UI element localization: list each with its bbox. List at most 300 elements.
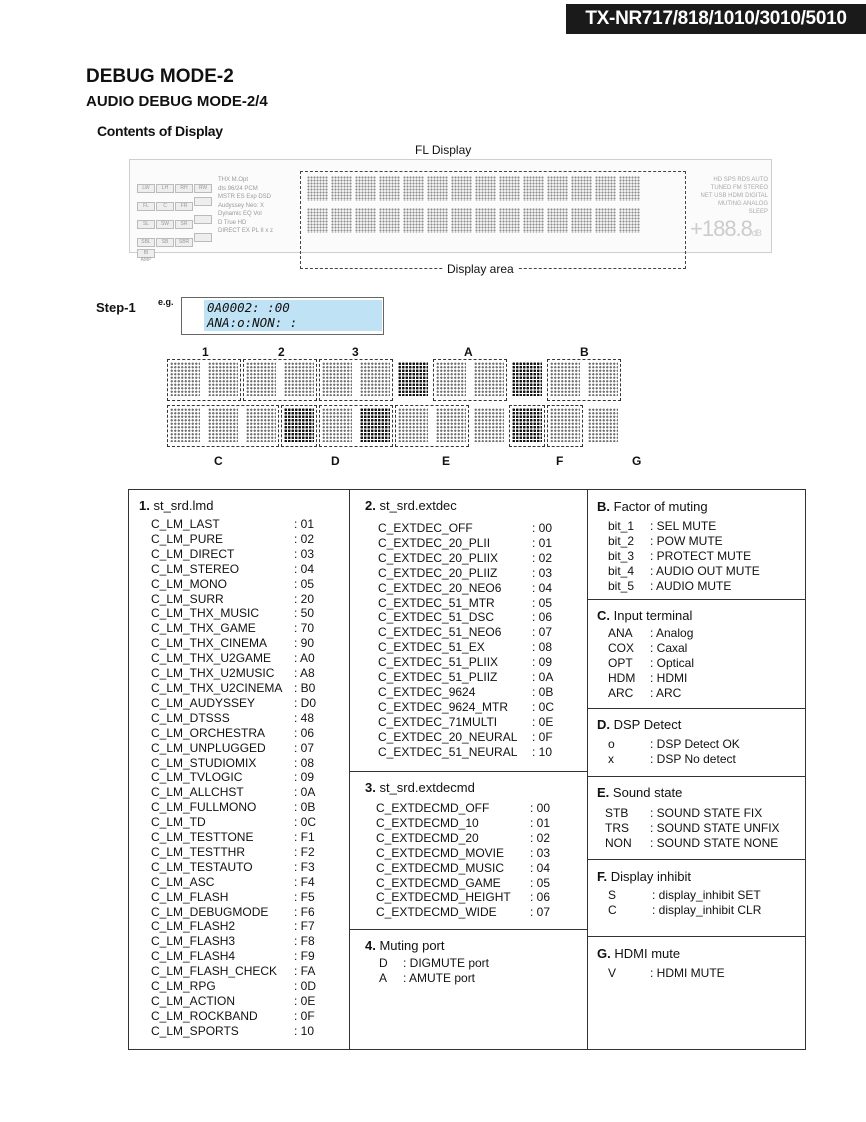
item-value: : 09 [294, 770, 315, 785]
item-code: C_LM_PURE [151, 531, 224, 546]
list-item [608, 888, 761, 903]
list-item [151, 875, 316, 890]
lcd-example [181, 297, 384, 335]
display-cell [619, 176, 640, 201]
fl-indicator [194, 233, 212, 242]
item-code: C_EXTDEC_20_NEO6 [378, 580, 502, 595]
item-value: : SOUND STATE FIX [650, 806, 763, 820]
item-code: C_EXTDECMD_OFF [376, 801, 490, 815]
section-dsp-detect-list [608, 737, 740, 767]
item-value: : 01 [294, 517, 315, 531]
display-area [300, 171, 686, 269]
fl-indicator: C [156, 202, 174, 211]
list-item [151, 830, 316, 845]
item-value: : FA [294, 964, 316, 979]
list-item [376, 890, 550, 905]
list-item [376, 816, 550, 831]
segment-label: G [632, 454, 642, 468]
item-value: : Caxal [650, 640, 688, 655]
item-code: S [608, 888, 617, 902]
list-item [151, 860, 316, 875]
item-code: o [608, 737, 615, 751]
segment-group [547, 405, 583, 447]
item-value: : 01 [530, 815, 551, 830]
page-subtitle: AUDIO DEBUG MODE-2/4 [86, 93, 268, 110]
section-sound-state-title: E. Sound state [597, 785, 683, 800]
item-code: bit_1 [608, 519, 635, 533]
list-item [151, 711, 316, 726]
item-value: : AMUTE port [403, 970, 476, 985]
section-lmd-title: 1. st_srd.lmd [139, 498, 214, 513]
item-code: C [608, 902, 617, 917]
item-code: C_EXTDECMD_MUSIC [376, 860, 505, 875]
list-item [151, 726, 316, 741]
item-value: : F1 [294, 830, 315, 845]
item-code: C_LM_FLASH4 [151, 949, 236, 964]
section-extdecmd-title: 3. st_srd.extdecmd [365, 780, 475, 795]
list-item [151, 666, 316, 681]
fl-indicator: RH [175, 184, 193, 193]
segment-label: 2 [278, 345, 285, 359]
list-item [151, 1024, 316, 1039]
segment-cell [588, 408, 618, 442]
item-value: : HDMI [650, 670, 688, 685]
fl-indicator: SBR [175, 238, 193, 247]
fl-indicator: FL [137, 202, 155, 211]
item-value: : 20 [294, 591, 315, 606]
segment-diagram [168, 345, 658, 468]
segment-group [547, 359, 621, 401]
list-item [379, 956, 489, 971]
display-cell [571, 176, 592, 201]
step-1-label: Step-1 [96, 300, 136, 315]
item-code: C_EXTDEC_51_DSC [378, 610, 495, 625]
item-value: : 03 [530, 845, 551, 860]
list-item [151, 606, 316, 621]
item-value: : 00 [532, 521, 553, 535]
item-value: : 06 [530, 890, 551, 905]
item-value: : display_inhibit SET [652, 888, 761, 902]
segment-group [167, 359, 241, 401]
display-cell [451, 208, 472, 233]
item-value: : 0A [294, 785, 316, 800]
list-item [151, 1009, 316, 1024]
list-item [151, 949, 316, 964]
fl-indicator: SBL [137, 238, 155, 247]
list-item [151, 979, 316, 994]
fl-right-indicators [686, 176, 768, 216]
list-item [608, 752, 740, 767]
display-row [307, 208, 640, 233]
item-code: C_EXTDEC_OFF [378, 521, 473, 535]
list-item [151, 800, 316, 815]
item-value: : 05 [530, 875, 551, 890]
display-cell [307, 208, 328, 233]
list-item [151, 621, 316, 636]
segment-group [243, 359, 317, 401]
display-cell [379, 208, 400, 233]
list-item [378, 551, 554, 566]
item-value: : 03 [532, 565, 553, 580]
fl-indicator [194, 197, 212, 206]
item-value: : 0C [532, 699, 555, 714]
fl-indicator: SB [156, 238, 174, 247]
item-value: : 02 [530, 830, 551, 845]
item-code: bit_2 [608, 533, 635, 548]
item-value: : PROTECT MUTE [650, 548, 752, 563]
item-code: C_LM_TD [151, 815, 206, 830]
item-value: : 04 [532, 580, 553, 595]
item-code: C_EXTDEC_51_PLIIZ [378, 670, 498, 685]
contents-heading: Contents of Display [97, 123, 223, 139]
item-code: C_EXTDEC_51_NEO6 [378, 625, 502, 640]
list-item [151, 919, 316, 934]
display-cell [499, 208, 520, 233]
item-value: : 0F [294, 1008, 315, 1023]
fl-indicator-text: TUNED FM STEREO [710, 185, 768, 191]
section-hdmi-mute-title: G. HDMI mute [597, 946, 681, 961]
list-item [608, 519, 760, 534]
list-item [151, 532, 316, 547]
item-value: : A0 [294, 651, 315, 666]
item-value: : DSP No detect [650, 751, 736, 766]
fl-indicator: SW [156, 220, 174, 229]
item-code: C_LM_THX_GAME [151, 621, 256, 636]
item-value: : ARC [650, 685, 682, 700]
item-code: C_LM_RPG [151, 979, 216, 994]
list-item [378, 581, 554, 596]
list-item [608, 579, 760, 594]
item-code: C_LM_STEREO [151, 561, 240, 576]
item-value: : F8 [294, 934, 315, 949]
display-cell [355, 176, 376, 201]
item-code: C_LM_ROCKBAND [151, 1008, 258, 1023]
fl-indicator-text: SLEEP [748, 209, 768, 215]
list-item [608, 549, 760, 564]
item-value: : 0E [532, 714, 554, 729]
segment-label: E [442, 454, 451, 468]
list-item [378, 685, 554, 700]
display-cell [307, 176, 328, 201]
item-value: : Analog [650, 626, 694, 640]
section-muting-port-list [379, 956, 489, 986]
segment-group [167, 405, 279, 447]
list-item [379, 971, 489, 986]
list-item [376, 876, 550, 891]
section-display-inhibit-list [608, 888, 761, 918]
list-item [151, 890, 316, 905]
divider [587, 936, 805, 937]
list-item [378, 700, 554, 715]
item-code: NON [605, 835, 632, 850]
item-value: : 0F [532, 729, 553, 744]
item-code: bit_4 [608, 563, 635, 578]
display-cell [475, 208, 496, 233]
item-value: : 10 [294, 1023, 315, 1038]
item-code: x [608, 751, 614, 766]
item-value: : F7 [294, 919, 315, 934]
list-item [378, 610, 554, 625]
item-value: : SOUND STATE UNFIX [650, 820, 780, 835]
item-value: : 0B [294, 800, 316, 815]
item-value: : F4 [294, 874, 315, 889]
fl-indicator-text: Audyssey Neo: X [218, 202, 265, 209]
divider [349, 929, 587, 930]
display-cell [595, 176, 616, 201]
list-item [151, 994, 316, 1009]
segment-cell [474, 408, 504, 442]
item-code: bit_3 [608, 548, 635, 563]
list-item [151, 562, 316, 577]
page-title: DEBUG MODE-2 [86, 66, 234, 87]
list-item [378, 596, 554, 611]
lcd-line-2: ANA:o:NON: : [207, 315, 298, 330]
item-value: : F9 [294, 949, 315, 964]
display-cell [427, 176, 448, 201]
item-value: : 0E [294, 994, 316, 1008]
list-item [608, 966, 725, 981]
list-item [151, 517, 316, 532]
item-code: C_LM_THX_U2CINEMA [151, 680, 283, 695]
item-value: : 10 [532, 744, 553, 759]
item-code: C_LM_LAST [151, 517, 220, 531]
item-code: C_LM_THX_MUSIC [151, 606, 260, 621]
list-item [378, 655, 554, 670]
item-value: : 07 [530, 905, 551, 920]
item-value: : 50 [294, 606, 315, 621]
section-muting-port-title: 4. Muting port [365, 938, 445, 953]
fl-indicator: RW [194, 184, 212, 193]
item-code: C_EXTDEC_51_EX [378, 640, 485, 655]
item-code: C_LM_FLASH [151, 889, 229, 904]
item-value: : F2 [294, 844, 315, 859]
item-code: C_LM_ASC [151, 874, 215, 889]
list-item [151, 845, 316, 860]
item-value: : Optical [650, 655, 695, 670]
list-item [151, 756, 316, 771]
item-code: OPT [608, 655, 633, 670]
item-code: TRS [605, 820, 629, 835]
item-code: ARC [608, 685, 634, 700]
segment-label: D [331, 454, 340, 468]
fl-indicator-text: MSTR ES Exp DSD [218, 194, 272, 200]
item-code: C_LM_SURR [151, 591, 224, 606]
list-item [378, 715, 554, 730]
item-value: : 70 [294, 621, 315, 636]
fl-indicator-text: Dynamic EQ Vol [218, 211, 262, 217]
segment-group [509, 405, 545, 447]
item-code: C_LM_STUDIOMIX [151, 755, 257, 770]
item-code: C_LM_FLASH_CHECK [151, 964, 278, 979]
item-code: ANA [608, 626, 633, 640]
section-extdec-title: 2. st_srd.extdec [365, 498, 457, 513]
model-banner: TX-NR717/818/1010/3010/5010 [566, 4, 866, 34]
item-value: : 08 [532, 640, 553, 655]
fl-indicator: SR [175, 220, 193, 229]
item-code: C_LM_FLASH3 [151, 934, 236, 949]
item-code: C_EXTDEC_71MULTI [378, 714, 498, 729]
item-code: C_LM_FLASH2 [151, 919, 236, 934]
display-cell [523, 208, 544, 233]
item-code: C_EXTDEC_20_PLIIX [378, 550, 499, 565]
item-code: D [379, 956, 388, 970]
section-factor-muting-title: B. Factor of muting [597, 499, 708, 514]
display-cell [403, 208, 424, 233]
item-code: C_LM_ACTION [151, 994, 236, 1008]
item-value: : SOUND STATE NONE [650, 835, 779, 850]
display-cell [595, 208, 616, 233]
segment-label: 1 [202, 345, 209, 359]
list-item [151, 547, 316, 562]
fl-indicator-text: HD SPS RDS AUTO [713, 177, 768, 183]
segment-label: C [214, 454, 223, 468]
item-value: : F5 [294, 889, 315, 904]
item-code: C_LM_ALLCHST [151, 785, 244, 800]
item-value: : 00 [530, 801, 551, 815]
list-item [151, 934, 316, 949]
display-cell [403, 176, 424, 201]
item-code: C_EXTDECMD_WIDE [376, 905, 497, 920]
item-value: : DIGMUTE port [403, 956, 490, 970]
item-code: C_EXTDECMD_MOVIE [376, 845, 505, 860]
item-code: C_LM_UNPLUGGED [151, 740, 266, 755]
list-item [376, 831, 550, 846]
segment-label: A [464, 345, 473, 359]
display-cell [379, 176, 400, 201]
display-cell [619, 208, 640, 233]
section-lmd-list [151, 517, 316, 1039]
fl-indicator-text: D True HD [218, 219, 247, 226]
item-value: : 48 [294, 710, 315, 725]
display-cell [331, 208, 352, 233]
list-item [151, 964, 316, 979]
item-code: C_LM_TVLOGIC [151, 770, 243, 785]
item-value: : 09 [532, 655, 553, 670]
list-item [378, 625, 554, 640]
display-cell [331, 176, 352, 201]
db-readout: +188.8dB [690, 216, 761, 241]
divider [587, 776, 805, 777]
item-value: : POW MUTE [650, 533, 723, 548]
item-value: : B0 [294, 680, 316, 695]
section-extdecmd-list [376, 801, 550, 920]
item-value: : F6 [294, 904, 315, 919]
item-code: C_LM_MONO [151, 576, 228, 591]
fl-indicator-text: MUTING ANALOG [717, 201, 768, 207]
fl-mid-indicators [218, 176, 300, 236]
fl-indicator: BI AMP [137, 249, 155, 258]
item-code: COX [608, 640, 635, 655]
section-hdmi-mute-list [608, 966, 725, 981]
list-item [608, 903, 761, 918]
fl-indicator: LW [137, 184, 155, 193]
display-row [307, 176, 640, 201]
fl-indicator [194, 215, 212, 224]
item-value: : 05 [294, 576, 315, 591]
display-cell [571, 208, 592, 233]
item-code: C_EXTDECMD_10 [376, 815, 479, 830]
item-code: C_LM_TESTAUTO [151, 859, 253, 874]
item-code: C_LM_THX_U2GAME [151, 651, 272, 666]
item-code: C_LM_DEBUGMODE [151, 904, 269, 919]
list-item [378, 745, 554, 760]
list-item [151, 905, 316, 920]
list-item [378, 670, 554, 685]
display-cell [427, 208, 448, 233]
list-item [151, 681, 316, 696]
fl-indicator-text: THX M.Opt [218, 177, 249, 183]
list-item [376, 861, 550, 876]
list-item [376, 905, 550, 920]
display-cell [451, 176, 472, 201]
item-code: C_LM_THX_U2MUSIC [151, 666, 275, 681]
item-value: : 04 [294, 561, 315, 576]
fl-indicator-text: NET USB HDMI DIGITAL [700, 193, 768, 199]
item-code: C_EXTDEC_51_NEURAL [378, 744, 518, 759]
item-value: : 02 [294, 531, 315, 546]
list-item [378, 640, 554, 655]
fl-indicator-text: DIRECT EX PL II x z [218, 228, 274, 234]
item-value: : 08 [294, 755, 315, 770]
item-code: C_LM_SPORTS [151, 1023, 239, 1038]
code-table [128, 489, 806, 1050]
item-value: : 03 [294, 546, 315, 561]
lcd-line-1: 0A0002: :00 [207, 300, 290, 315]
item-value: : 90 [294, 636, 315, 651]
item-code: C_EXTDEC_51_PLIIX [378, 655, 499, 670]
item-code: C_LM_FULLMONO [151, 800, 257, 815]
item-code: C_EXTDEC_9624_MTR [378, 699, 509, 714]
list-item [605, 821, 780, 836]
segment-cell [512, 362, 542, 396]
item-value: : 07 [532, 625, 553, 640]
section-extdec-list [378, 521, 554, 760]
item-value: : 07 [294, 740, 315, 755]
item-code: C_LM_DTSSS [151, 710, 230, 725]
item-code: C_EXTDEC_20_PLII [378, 535, 491, 550]
segment-label: B [580, 345, 589, 359]
list-item [151, 577, 316, 592]
eg-label: e.g. [158, 297, 174, 307]
item-value: : D0 [294, 695, 317, 710]
item-value: : AUDIO MUTE [650, 578, 732, 593]
display-area-label: Display area [443, 262, 518, 276]
list-item [151, 636, 316, 651]
item-code: bit_5 [608, 578, 635, 593]
list-item [608, 686, 694, 701]
item-code: HDM [608, 670, 636, 685]
item-code: C_EXTDEC_20_NEURAL [378, 729, 518, 744]
segment-label: 3 [352, 345, 359, 359]
list-item [151, 785, 316, 800]
item-value: : HDMI MUTE [650, 966, 725, 980]
segment-group [319, 405, 393, 447]
list-item [151, 770, 316, 785]
list-item [378, 521, 554, 536]
list-item [378, 536, 554, 551]
fl-display-label: FL Display [415, 143, 472, 157]
item-code: C_LM_TESTTHR [151, 844, 246, 859]
display-cell [523, 176, 544, 201]
segment-group [433, 359, 507, 401]
list-item [151, 592, 316, 607]
list-item [151, 696, 316, 711]
display-cell [355, 208, 376, 233]
item-code: C_EXTDECMD_GAME [376, 875, 501, 890]
section-input-terminal-list [608, 626, 694, 701]
item-code: C_EXTDEC_9624 [378, 684, 476, 699]
list-item [151, 741, 316, 756]
